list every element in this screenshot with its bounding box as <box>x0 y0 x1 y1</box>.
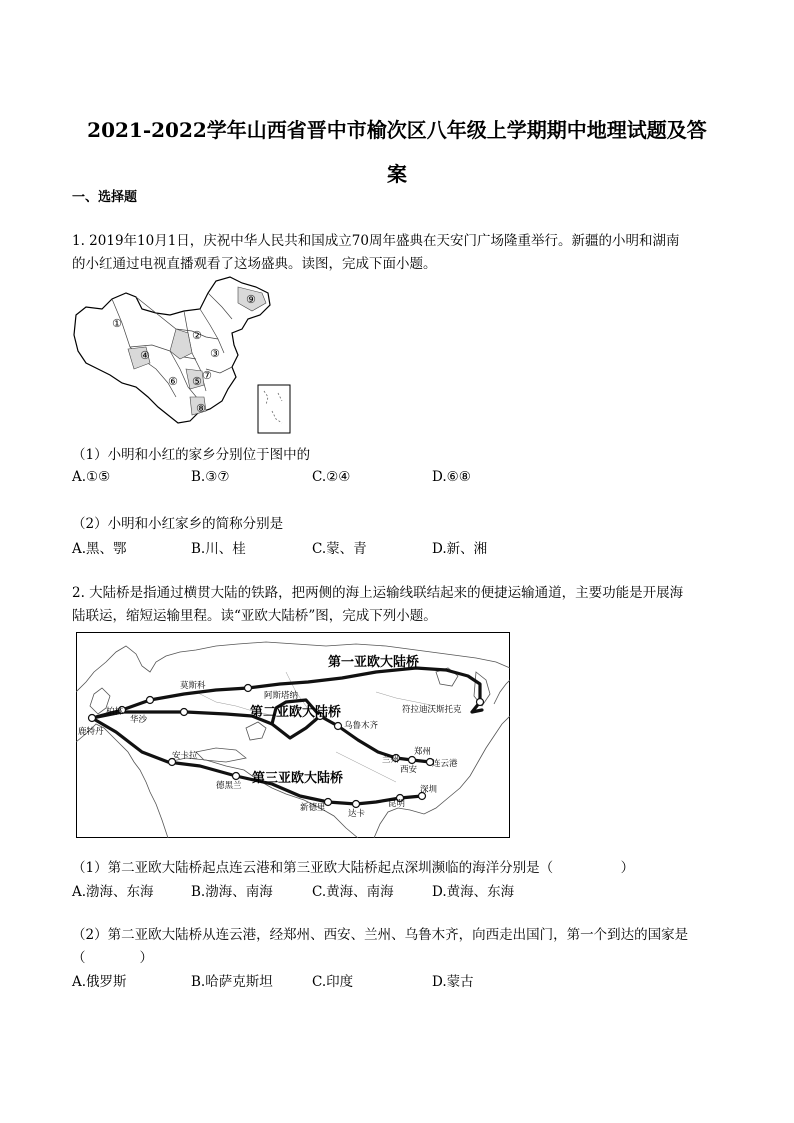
city-dhaka: 达卡 <box>348 809 366 819</box>
map-label-8: ⑧ <box>196 402 206 415</box>
q2-sub1-option-b[interactable]: B.渤海、南海 <box>191 884 273 900</box>
q2-stem-line-2: 陆联运，缩短运输里程。读“亚欧大陆桥”图，完成下列小题。 <box>72 608 437 624</box>
q1-sub2-option-b[interactable]: B.川、桂 <box>191 541 246 557</box>
city-xian: 西安 <box>400 765 418 775</box>
map-label-3: ③ <box>210 347 220 360</box>
city-zhengzhou: 郑州 <box>414 747 432 757</box>
q2-sub2-option-d[interactable]: D.蒙古 <box>432 974 474 990</box>
china-map <box>72 273 292 435</box>
q2-sub1-option-d[interactable]: D.黄海、东海 <box>432 884 515 900</box>
q2-sub1-option-c[interactable]: C.黄海、南海 <box>312 884 394 900</box>
map-label-7: ⑦ <box>202 369 212 382</box>
q2-sub2-option-c[interactable]: C.印度 <box>312 974 354 990</box>
third-landbridge-label: 第三亚欧大陆桥 <box>252 771 344 786</box>
map-label-6: ⑥ <box>168 375 178 388</box>
city-newdelhi: 新德里 <box>300 803 326 813</box>
map-label-2: ② <box>192 329 202 342</box>
q2-sub1-option-a[interactable]: A.渤海、东海 <box>72 884 154 900</box>
q2-sub2-line-2: （ ） <box>72 950 153 966</box>
q1-stem <box>72 230 722 276</box>
city-berlin: 柏林 <box>106 707 124 717</box>
q2-stem <box>72 582 722 628</box>
q2-sub2-text <box>72 924 722 970</box>
q1-sub1-option-a[interactable]: A.①⑤ <box>72 469 111 485</box>
q1-sub1-text: （1）小明和小红的家乡分别位于图中的 <box>72 447 311 463</box>
q1-sub2-option-a[interactable]: A.黑、鄂 <box>72 541 127 557</box>
q2-sub2-line-1: （2）第二亚欧大陆桥从连云港，经郑州、西安、兰州、乌鲁木齐，向西走出国门，第一个到达的国家是 <box>72 927 689 943</box>
map-label-1: ① <box>112 317 122 330</box>
q2-sub2-option-b[interactable]: B.哈萨克斯坦 <box>191 974 273 990</box>
city-lianyungang: 连云港 <box>432 759 458 769</box>
map-label-9: ⑨ <box>246 293 256 306</box>
city-tehran: 德黑兰 <box>216 781 242 791</box>
south-china-sea-inset <box>258 385 290 433</box>
q1-sub2-text: （2）小明和小红家乡的简称分别是 <box>72 516 284 532</box>
map-label-4: ④ <box>140 349 150 362</box>
city-lanzhou: 兰州 <box>382 755 400 765</box>
q2-stem-line-1: 2. 大陆桥是指通过横贯大陆的铁路，把两侧的海上运输线联结起来的便捷运输通道，主要功能是开展海 <box>72 585 684 601</box>
q1-sub1-option-d[interactable]: D.⑥⑧ <box>432 469 471 485</box>
q2-sub2-option-a[interactable]: A.俄罗斯 <box>72 974 127 990</box>
first-landbridge-label: 第一亚欧大陆桥 <box>328 655 420 670</box>
q1-stem-line-2: 的小红通过电视直播观看了这场盛典。读图，完成下面小题。 <box>72 256 437 272</box>
q1-sub1-option-b[interactable]: B.③⑦ <box>191 469 230 485</box>
city-astana: 阿斯塔纳 <box>264 691 299 701</box>
city-urumqi: 乌鲁木齐 <box>344 721 379 731</box>
q1-sub1-option-c[interactable]: C.②④ <box>312 469 351 485</box>
document-title <box>60 108 734 196</box>
city-shenzhen: 深圳 <box>420 785 438 795</box>
city-rotterdam: 鹿特丹 <box>78 727 104 737</box>
city-moscow: 莫斯科 <box>180 681 206 691</box>
eurasia-landbridge-map <box>76 632 510 838</box>
q1-sub2-option-c[interactable]: C.蒙、青 <box>312 541 367 557</box>
section-heading: 一、选择题 <box>72 190 138 205</box>
q1-stem-line-1: 1. 2019年10月1日，庆祝中华人民共和国成立70周年盛典在天安门广场隆重举行。新疆的小明和湖南 <box>72 233 680 249</box>
q1-sub2-option-d[interactable]: D.新、湘 <box>432 541 488 557</box>
title-line-2: 案 <box>387 162 407 186</box>
city-kunming: 昆明 <box>388 799 406 809</box>
title-line-1: 2021-2022学年山西省晋中市榆次区八年级上学期期中地理试题及答 <box>87 118 707 142</box>
second-landbridge-label: 第二亚欧大陆桥 <box>250 705 342 720</box>
city-ankara: 安卡拉 <box>172 751 198 761</box>
map-label-5: ⑤ <box>192 375 202 388</box>
city-vladivostok: 符拉迪沃斯托克 <box>402 705 462 715</box>
city-warsaw: 华沙 <box>130 715 148 725</box>
q2-sub1-text: （1）第二亚欧大陆桥起点连云港和第三亚欧大陆桥起点深圳濒临的海洋分别是（ ） <box>72 860 635 876</box>
